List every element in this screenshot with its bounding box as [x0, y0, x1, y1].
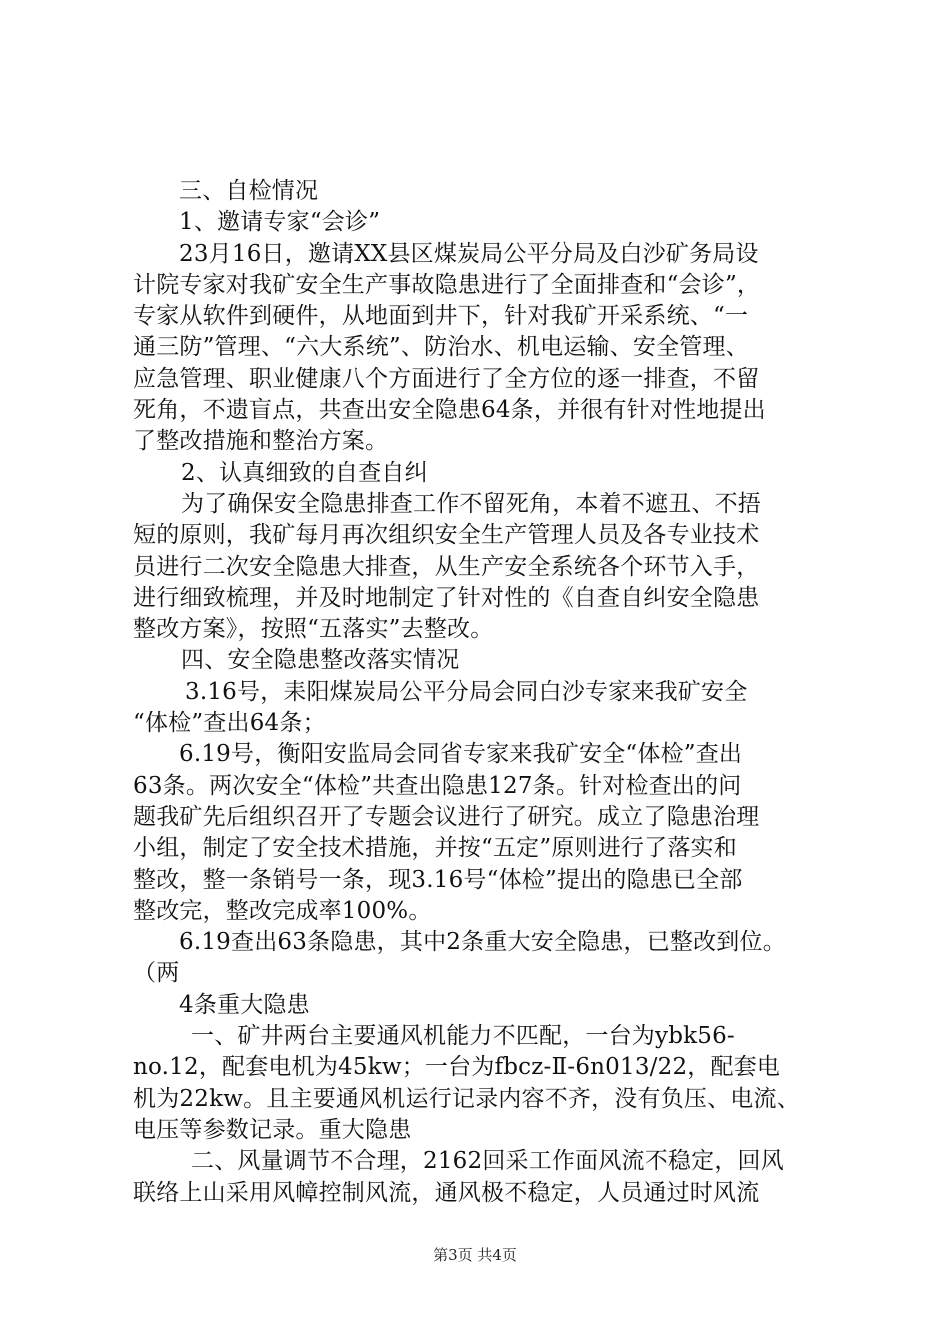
paragraph-line: 了整改措施和整治方案。	[133, 428, 389, 455]
section-heading: 三、自检情况	[179, 178, 319, 204]
paragraph-line: 小组，制定了安全技术措施，并按“五定”原则进行了落实和	[133, 835, 737, 862]
paragraph-line: 联络上山采用风幛控制风流，通风极不稳定，人员通过时风流	[133, 1179, 760, 1206]
paragraph-line: 死角，不遗盲点，共查出安全隐患64条，并很有针对性地提出	[133, 397, 766, 424]
paragraph-line: “体检”查出64条；	[133, 710, 326, 737]
paragraph-line: 整改完，整改完成率100%。	[133, 897, 432, 924]
paragraph-line: 3.16号，耒阳煤炭局公平分局会同白沙专家来我矿安全	[185, 678, 748, 705]
paragraph-line: 6.19号，衡阳安监局会同省专家来我矿安全“体检”查出	[179, 741, 743, 768]
paragraph-line: 专家从软件到硬件，从地面到井下，针对我矿开采系统、“一	[133, 303, 749, 330]
paragraph-line: 整改，整一条销号一条，现3.16号“体检”提出的隐患已全部	[133, 866, 743, 893]
paragraph-line: 题我矿先后组织召开了专题会议进行了研究。成立了隐患治理	[133, 803, 760, 830]
paragraph-line: （两	[133, 960, 180, 987]
paragraph-line: 机为22kw。且主要通风机运行记录内容不齐，没有负压、电流、	[133, 1085, 800, 1112]
paragraph-line: 进行细致梳理，并及时地制定了针对性的《自查自纠安全隐患	[133, 584, 760, 611]
paragraph-line: 一、矿井两台主要通风机能力不匹配，一台为ybk56-	[191, 1023, 735, 1050]
subsection-heading: 4条重大隐患	[179, 991, 310, 1018]
subsection-heading: 2、认真细致的自查自纠	[181, 459, 428, 486]
paragraph-line: 二、风量调节不合理，2162回采工作面风流不稳定，回风	[191, 1148, 784, 1175]
paragraph-line: 应急管理、职业健康八个方面进行了全方位的逐一排查，不留	[133, 365, 760, 392]
paragraph-line: 计院专家对我矿安全生产事故隐患进行了全面排查和“会诊”，	[133, 271, 761, 298]
page-number-footer: 第3页 共4页	[433, 1246, 517, 1264]
paragraph-line: 电压等参数记录。重大隐患	[133, 1116, 412, 1143]
paragraph-line: 短的原则，我矿每月再次组织安全生产管理人员及各专业技术	[133, 522, 760, 549]
paragraph-line: 通三防”管理、“六大系统”、防治水、机电运输、安全管理、	[133, 334, 749, 361]
paragraph-line: 6.19查出63条隐患，其中2条重大安全隐患，已整改到位。	[179, 929, 786, 956]
paragraph-line: 23月16日，邀请XX县区煤炭局公平分局及白沙矿务局设	[179, 240, 759, 267]
paragraph-line: 员进行二次安全隐患大排查，从生产安全系统各个环节入手，	[133, 553, 760, 580]
subsection-heading: 1、邀请专家“会诊”	[179, 209, 381, 236]
paragraph-line: 为了确保安全隐患排查工作不留死角，本着不遮丑、不捂	[181, 490, 761, 517]
paragraph-line: no.12，配套电机为45kw；一台为fbcz-Ⅱ-6n013/22，配套电	[133, 1054, 781, 1081]
paragraph-line: 整改方案》，按照“五落实”去整改。	[133, 616, 494, 643]
section-heading: 四、安全隐患整改落实情况	[181, 647, 460, 674]
document-body	[133, 176, 837, 1209]
paragraph-line: 63条。两次安全“体检”共查出隐患127条。针对检查出的问	[133, 772, 742, 799]
